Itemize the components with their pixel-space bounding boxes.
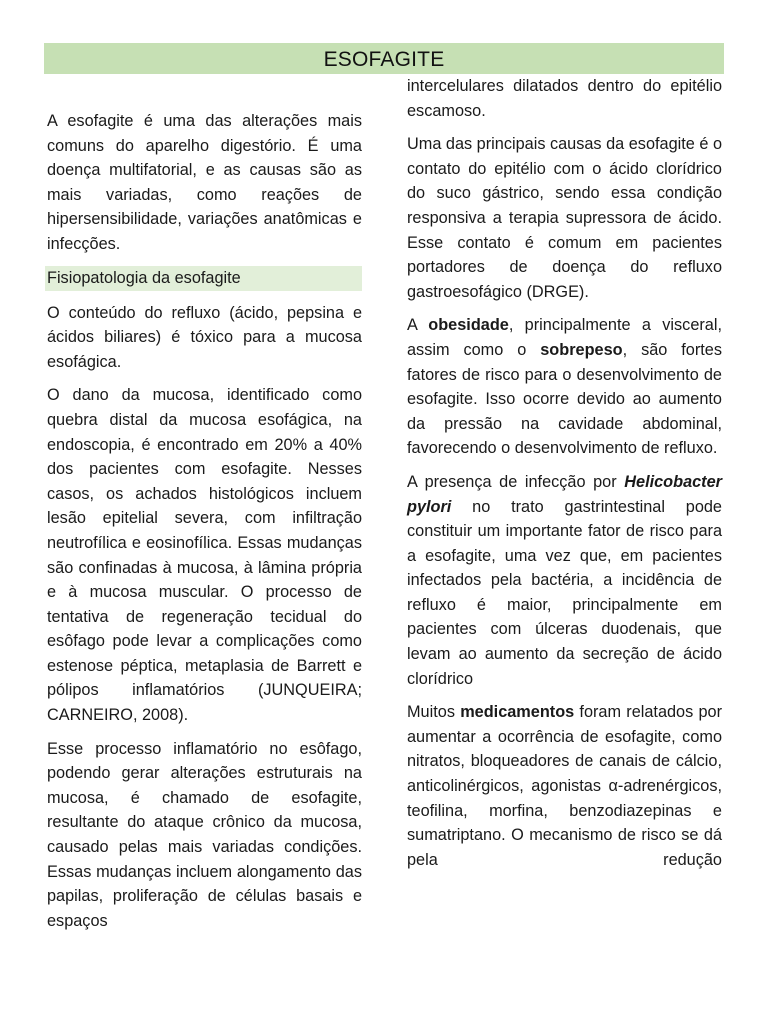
section-heading-fisiopatologia: Fisiopatologia da esofagite bbox=[45, 266, 362, 291]
text-span: Muitos bbox=[407, 703, 461, 722]
bold-term-sobrepeso: sobrepeso bbox=[540, 340, 623, 359]
paragraph-helicobacter bbox=[407, 470, 722, 691]
paragraph-acido-cloridrico: Uma das principais causas da esofagite é o contato do epitélio com o ácido clorídrico do suco gástrico, sendo essa condição responsiva a terapia supressora de ácido. Esse contato é comum em pacientes portadores de doença do refluxo gastroesofágico (DRGE). bbox=[407, 135, 722, 301]
paragraph-obesidade bbox=[407, 313, 722, 461]
bold-italic-term-helicobacter: Helicobacter pylori bbox=[407, 472, 722, 516]
intro-paragraph: A esofagite é uma das alterações mais comuns do aparelho digestório. É uma doença multifatorial, e as causas são as mais variadas, como reações de hipersensibilidade, variações anatômicas e infecções. bbox=[47, 112, 362, 253]
paragraph-medicamentos bbox=[407, 700, 722, 872]
page-title: ESOFAGITE bbox=[44, 43, 724, 74]
bold-term-medicamentos: medicamentos bbox=[460, 703, 575, 722]
bold-term-obesidade: obesidade bbox=[428, 316, 509, 335]
paragraph-processo-inflamatorio: Esse processo inflamatório no esôfago, podendo gerar alterações estruturais na mucosa, é chamado de esofagite, resultante do ataque crônico da mucosa, causado pelas mais variadas condições. Essas mudanças incluem alongamento das papilas, proliferação de células basais e espaços bbox=[47, 739, 362, 930]
text-span: no trato gastrintestinal pode constituir um importante fator de risco para a esofagite, uma vez que, em pacientes infectados pela bactéria, a incidência de refluxo é maior, principalmente em pacientes com úlceras duodenais, que levam ao aumento da secreção de ácido clorídrico bbox=[407, 497, 722, 688]
left-column bbox=[47, 109, 362, 933]
paragraph-dano-mucosa: O dano da mucosa, identificado como quebra distal da mucosa esofágica, na endoscopia, é encontrado em 20% a 40% dos pacientes com esofagite. Nesses casos, os achados histológicos incluem lesão epitelial severa, com infiltração neutrofílica e eosinofílica. Essas mudanças são confinadas à mucosa, à lâmina própria e à mucosa muscular. O processo de tentativa de regeneração tecidual do esôfago pode levar a complicações como estenose péptica, metaplasia de Barrett e pólipos inflamatórios (JUNQUEIRA; CARNEIRO, 2008). bbox=[47, 386, 362, 725]
text-span: , são fortes fatores de risco para o desenvolvimento de esofagite. Isso ocorre devido ao aumento da pressão na cavidade abdominal, favorecendo o desenvolvimento de refluxo. bbox=[407, 340, 722, 458]
paragraph-continuation: intercelulares dilatados dentro do epitélio escamoso. bbox=[407, 77, 722, 120]
paragraph-refluxo: O conteúdo do refluxo (ácido, pepsina e ácidos biliares) é tóxico para a mucosa esofágica. bbox=[47, 303, 362, 371]
right-column bbox=[407, 74, 722, 872]
text-span: , principalmente a visceral, assim como o bbox=[407, 316, 722, 359]
text-span: A bbox=[407, 316, 429, 335]
text-span: foram relatados por aumentar a ocorrência de esofagite, como nitratos, bloqueadores de canais de cálcio, anticolinérgicos, agonistas α-adrenérgicos, teofilina, morfina, benzodiazepinas e sumatriptano. O mecanismo de risco se dá pela redução bbox=[407, 703, 722, 869]
text-span: A presença de infecção por bbox=[407, 472, 625, 491]
